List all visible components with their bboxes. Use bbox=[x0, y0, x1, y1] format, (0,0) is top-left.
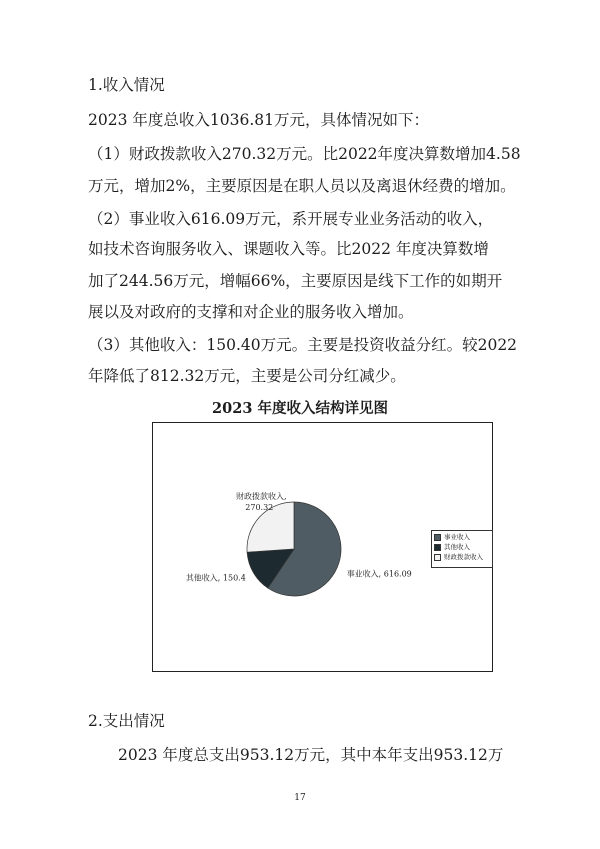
legend-item bbox=[434, 542, 490, 552]
body-line: （1）财政拨款收入270.32万元。比2022年度决算数增加4.58 bbox=[88, 145, 521, 163]
chart-legend bbox=[431, 530, 493, 568]
pie-chart bbox=[152, 422, 493, 672]
legend-item bbox=[434, 532, 490, 542]
body-line: 年降低了812.32万元，主要是公司分红减少。 bbox=[88, 367, 406, 385]
legend-label: 其他收入 bbox=[444, 543, 470, 551]
body-line: （2）事业收入616.09万元，系开展专业业务活动的收入， bbox=[88, 210, 494, 228]
body-line: 2023 年度总收入1036.81万元，具体情况如下： bbox=[88, 111, 429, 129]
data-label-caizheng-name: 财政拨款收入, bbox=[236, 491, 287, 501]
body-line: 如技术咨询服务收入、课题收入等。比2022 年度决算数增 bbox=[88, 240, 489, 258]
body-line: （3）其他收入：150.40万元。主要是投资收益分红。较2022 bbox=[88, 336, 518, 354]
data-label-shiye: 事业收入, 616.09 bbox=[346, 569, 412, 579]
legend-swatch bbox=[434, 554, 441, 561]
data-label-caizheng-value: 270.32 bbox=[245, 502, 274, 512]
section1-heading: 1.收入情况 bbox=[88, 76, 165, 94]
legend-swatch bbox=[434, 534, 441, 541]
page-number: 17 bbox=[294, 793, 306, 803]
body-line: 2023 年度总支出953.12万元，其中本年支出953.12万 bbox=[118, 746, 504, 764]
body-line: 万元，增加2%，主要原因是在职人员以及离退休经费的增加。 bbox=[88, 177, 516, 195]
body-line: 展以及对政府的支撑和对企业的服务收入增加。 bbox=[88, 303, 414, 321]
legend-swatch bbox=[434, 544, 441, 551]
legend-label: 财政拨款收入 bbox=[444, 553, 483, 561]
body-line: 加了244.56万元，增幅66%，主要原因是线下工作的如期开 bbox=[88, 272, 503, 290]
legend-item bbox=[434, 552, 490, 562]
section2-heading: 2.支出情况 bbox=[88, 712, 165, 730]
data-label-qita: 其他收入, 150.4 bbox=[185, 573, 246, 583]
chart-title: 2023 年度收入结构详见图 bbox=[212, 400, 388, 417]
legend-label: 事业收入 bbox=[444, 533, 470, 541]
